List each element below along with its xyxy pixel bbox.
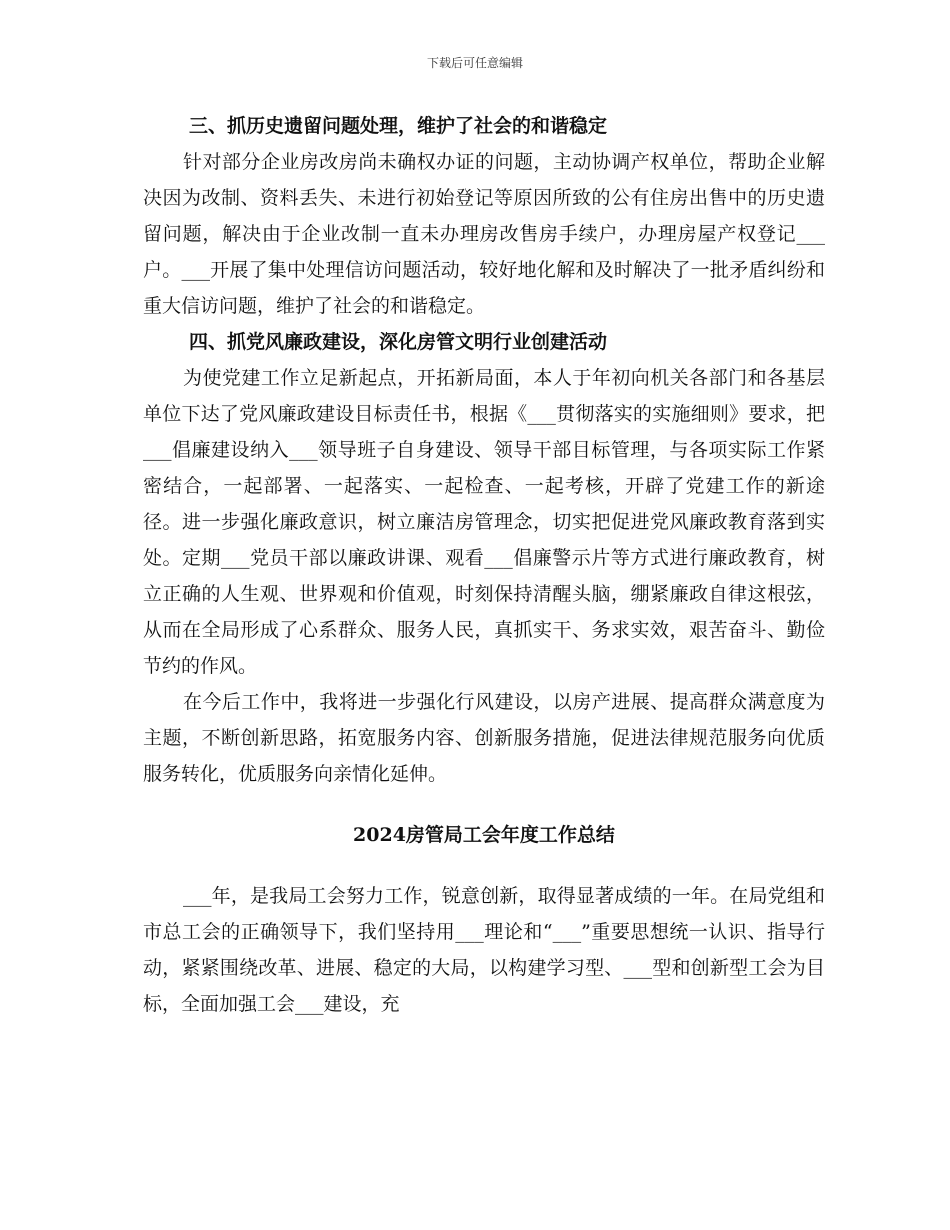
spacer <box>143 853 825 878</box>
spacer <box>143 792 825 817</box>
document-2-paragraph: ___年，是我局工会努力工作，锐意创新，取得显著成绩的一年。在局党组和市总工会的正确领导下，我们坚持用___理论和“___”重要思想统一认识、指导行动，紧紧围绕改革、进展、稳定的大局，以构建学习型、___型和创新型工会为目标，全面加强工会___建设，充 <box>143 885 825 1015</box>
section-3-heading: 三、抓历史遗留问题处理，维护了社会的和谐稳定 <box>189 115 608 137</box>
document-body <box>143 108 825 1022</box>
page-header-note: 下载后可任意编辑 <box>426 56 523 70</box>
section-4-heading: 四、抓党风廉政建设，深化房管文明行业创建活动 <box>189 331 608 353</box>
document-2-title: 2024房管局工会年度工作总结 <box>353 824 615 846</box>
closing-paragraph: 在今后工作中，我将进一步强化行风建设，以房产进展、提高群众满意度为主题，不断创新思路，拓宽服务内容、创新服务措施，促进法律规范服务向优质服务转化，优质服务向亲情化延伸。 <box>143 691 825 785</box>
section-3-paragraph: 针对部分企业房改房尚未确权办证的问题，主动协调产权单位，帮助企业解决因为改制、资料丢失、未进行初始登记等原因所致的公有住房出售中的历史遗留问题，解决由于企业改制一直未办理房改售房手续户，办理房屋产权登记___户。___开展了集中处理信访问题活动，较好地化解和及时解决了一批矛盾纠纷和重大信访问题，维护了社会的和谐稳定。 <box>143 151 825 317</box>
section-4-paragraph: 为使党建工作立足新起点，开拓新局面，本人于年初向机关各部门和各基层单位下达了党风廉政建设目标责任书，根据《___贯彻落实的实施细则》要求，把___倡廉建设纳入___领导班子自身建设、领导干部目标管理，与各项实际工作紧密结合，一起部署、一起落实、一起检查、一起考核，开辟了党建工作的新途径。进一步强化廉政意识，树立廉洁房管理念，切实把促进党风廉政教育落到实处。定期___党员干部以廉政讲课、观看___倡廉警示片等方式进行廉政教育，树立正确的人生观、世界观和价值观，时刻保持清醒头脑，绷紧廉政自律这根弦，从而在全局形成了心系群众、服务人民，真抓实干、务求实效，艰苦奋斗、勤俭节约的作风。 <box>143 367 825 677</box>
